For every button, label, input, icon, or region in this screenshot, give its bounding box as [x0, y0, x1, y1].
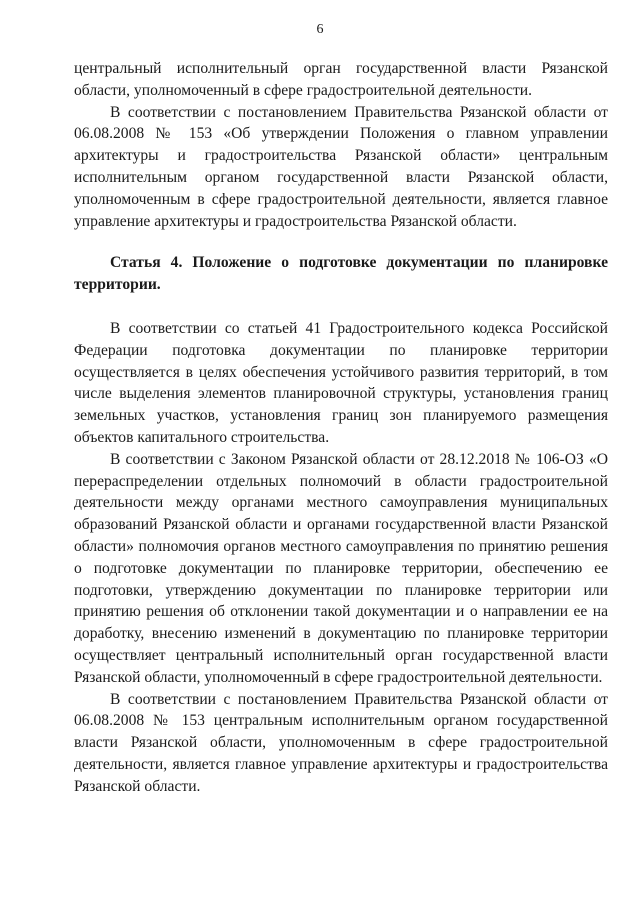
document-body — [74, 58, 608, 798]
article-4-heading: Статья 4. Положение о подготовке документации по планировке территории. — [74, 254, 608, 294]
paragraph-continuation: центральный исполнительный орган государственной власти Рязанской области, уполномоченный в сфере градостроительной деятельности. — [74, 60, 608, 99]
page-number: 6 — [316, 22, 324, 37]
paragraph-law-106-oz: В соответствии с Законом Рязанской области от 28.12.2018 № 106-ОЗ «О перераспределении отдельных полномочий в области градостроительной деятельности между органами местного самоуправления муниципальных образований Рязанской области и органами государственной власти Рязанской области» полномочия органов местного самоуправления по принятию решения о подготовке документации по планировке территории, обеспечению ее подготовки, утверждению документации по планировке территории или принятию решения об отклонении такой документации и о направлении ее на доработку, внесению изменений в документацию по планировке территории осуществляет центральный исполнительный орган государственной власти Рязанской области, уполномоченный в сфере градостроительной деятельности. — [74, 450, 608, 686]
paragraph-resolution-153-repeat: В соответствии с постановлением Правительства Рязанской области от 06.08.2008 № 153 центральным исполнительным органом государственной власти Рязанской области, уполномоченным в сфере градостроительной деятельности, является главное управление архитектуры и градостроительства Рязанской области. — [74, 690, 608, 795]
paragraph-article-41: В соответствии со статьей 41 Градостроительного кодекса Российской Федерации подготовка документации по планировке территории осуществляется в целях обеспечения устойчивого развития территорий, в том числе выделения элементов планировочной структуры, установления границ земельных участков, установления границ зон планируемого размещения объектов капитального строительства. — [74, 319, 608, 446]
paragraph-resolution-153: В соответствии с постановлением Правительства Рязанской области от 06.08.2008 № 153 «Об утверждении Положения о главном управлении архитектуры и градостроительства Рязанской области» центральным исполнительным органом государственной власти Рязанской области, уполномоченным в сфере градостроительной деятельности, является главное управление архитектуры и градостроительства Рязанской области. — [74, 103, 608, 230]
